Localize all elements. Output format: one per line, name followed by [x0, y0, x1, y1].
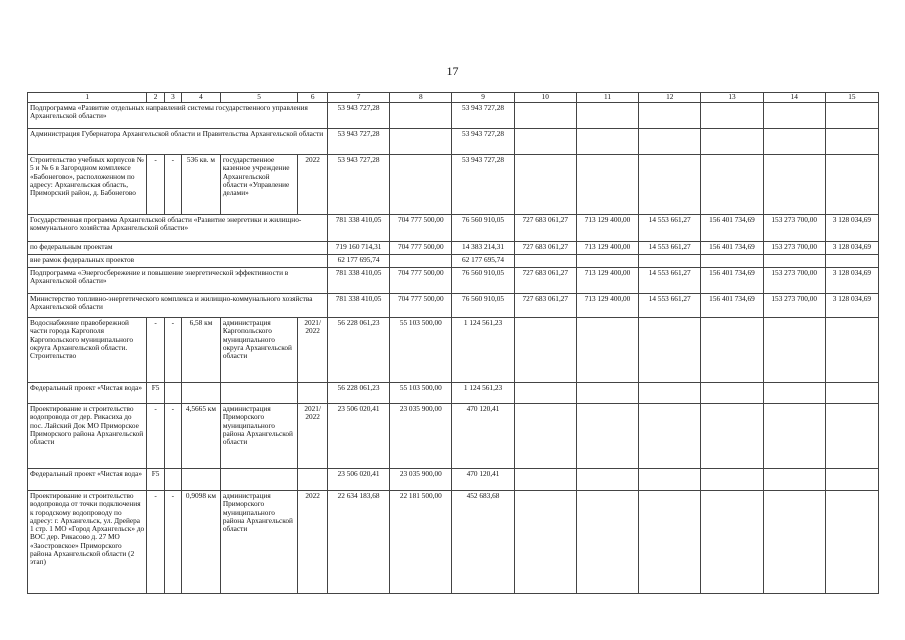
- column-number-3: 3: [164, 93, 181, 103]
- column-number-1: 1: [28, 93, 147, 103]
- amount-cell: 727 683 061,27: [514, 294, 576, 318]
- row-title: Подпрограмма «Развитие отдельных направлений системы государственного управления Архангельской области»: [28, 103, 328, 129]
- empty-cell: [164, 469, 181, 491]
- empty-cell: [220, 469, 298, 491]
- amount-cell: 153 273 700,00: [763, 294, 825, 318]
- table-row: [28, 242, 879, 255]
- amount-cell: 14 553 661,27: [639, 242, 701, 255]
- amount-cell: 156 401 734,69: [701, 294, 763, 318]
- amount-cell: 470 120,41: [452, 469, 514, 491]
- amount-cell: 53 943 727,28: [327, 155, 389, 215]
- amount-cell: 14 383 214,31: [452, 242, 514, 255]
- budget-table: [27, 92, 879, 594]
- amount-cell: 53 943 727,28: [327, 129, 389, 155]
- amount-cell: [763, 318, 825, 383]
- column-number-12: 12: [639, 93, 701, 103]
- amount-cell: 727 683 061,27: [514, 268, 576, 294]
- federal-project-code: F5: [147, 469, 164, 491]
- amount-cell: [639, 404, 701, 469]
- amount-cell: [576, 469, 638, 491]
- col-3-value: -: [164, 404, 181, 469]
- empty-cell: [182, 469, 221, 491]
- federal-project-name: Федеральный проект «Чистая вода»: [28, 383, 147, 404]
- amount-cell: 704 777 500,00: [390, 215, 452, 242]
- amount-cell: 3 128 034,69: [825, 215, 878, 242]
- amount-cell: 153 273 700,00: [763, 242, 825, 255]
- amount-cell: [639, 383, 701, 404]
- table-row: [28, 469, 879, 491]
- page-number: 17: [446, 64, 459, 78]
- table-row: [28, 103, 879, 129]
- amount-cell: [763, 383, 825, 404]
- amount-cell: 23 506 020,41: [327, 469, 389, 491]
- customer-name: администрация Приморского муниципального района Архангельской области: [220, 491, 298, 594]
- customer-name: администрация Каргопольского муниципального округа Архангельской области: [220, 318, 298, 383]
- amount-cell: 53 943 727,28: [452, 103, 514, 129]
- amount-cell: 727 683 061,27: [514, 242, 576, 255]
- table-row: [28, 318, 879, 383]
- year-value: 2022: [298, 155, 328, 215]
- amount-cell: [639, 155, 701, 215]
- amount-cell: [763, 255, 825, 268]
- federal-project-name: Федеральный проект «Чистая вода»: [28, 469, 147, 491]
- amount-cell: [639, 129, 701, 155]
- amount-cell: [576, 129, 638, 155]
- amount-cell: [576, 255, 638, 268]
- amount-cell: [576, 103, 638, 129]
- table-row: [28, 294, 879, 318]
- amount-cell: [763, 103, 825, 129]
- column-number-15: 15: [825, 93, 878, 103]
- capacity-value: 0,9098 км: [182, 491, 221, 594]
- amount-cell: 452 683,68: [452, 491, 514, 594]
- amount-cell: 704 777 500,00: [390, 268, 452, 294]
- amount-cell: [514, 404, 576, 469]
- empty-cell: [164, 383, 181, 404]
- amount-cell: [576, 318, 638, 383]
- table-body: [28, 93, 879, 594]
- amount-cell: 76 560 910,05: [452, 215, 514, 242]
- amount-cell: [701, 155, 763, 215]
- amount-cell: [701, 255, 763, 268]
- year-value: 2021/ 2022: [298, 318, 328, 383]
- amount-cell: 713 129 400,00: [576, 215, 638, 242]
- customer-name: государственное казенное учреждение Архангельской области «Управление делами»: [220, 155, 298, 215]
- column-number-10: 10: [514, 93, 576, 103]
- amount-cell: 56 228 061,23: [327, 383, 389, 404]
- amount-cell: [514, 255, 576, 268]
- amount-cell: 3 128 034,69: [825, 268, 878, 294]
- amount-cell: [763, 404, 825, 469]
- amount-cell: [701, 129, 763, 155]
- amount-cell: 23 035 900,00: [390, 404, 452, 469]
- amount-cell: [639, 469, 701, 491]
- amount-cell: 53 943 727,28: [452, 129, 514, 155]
- amount-cell: [763, 129, 825, 155]
- table-row: [28, 383, 879, 404]
- object-name: Водоснабжение правобережной части города Каргополя Каргопольского муниципального округа Архангельской области. Строительство: [28, 318, 147, 383]
- table-row: [28, 404, 879, 469]
- column-number-6: 6: [298, 93, 328, 103]
- amount-cell: [825, 255, 878, 268]
- table-row: [28, 268, 879, 294]
- empty-cell: [220, 383, 298, 404]
- row-title: по федеральным проектам: [28, 242, 328, 255]
- amount-cell: [639, 255, 701, 268]
- amount-cell: 22 634 183,68: [327, 491, 389, 594]
- amount-cell: [825, 155, 878, 215]
- amount-cell: [763, 491, 825, 594]
- amount-cell: 3 128 034,69: [825, 242, 878, 255]
- amount-cell: 1 124 561,23: [452, 318, 514, 383]
- amount-cell: 53 943 727,28: [452, 155, 514, 215]
- object-name: Строительство учебных корпусов № 5 и № 6 в Загородном комплексе «Бабонегово», расположенном по адресу: Архангельская область, Приморский район, д. Бабонегово: [28, 155, 147, 215]
- amount-cell: [639, 103, 701, 129]
- amount-cell: [825, 491, 878, 594]
- amount-cell: 704 777 500,00: [390, 294, 452, 318]
- amount-cell: 55 103 500,00: [390, 383, 452, 404]
- amount-cell: [576, 155, 638, 215]
- amount-cell: [701, 318, 763, 383]
- amount-cell: [390, 155, 452, 215]
- col-2-value: -: [147, 318, 164, 383]
- column-number-13: 13: [701, 93, 763, 103]
- capacity-value: 4,5665 км: [182, 404, 221, 469]
- column-number-5: 5: [220, 93, 298, 103]
- amount-cell: [514, 318, 576, 383]
- empty-cell: [298, 383, 328, 404]
- amount-cell: [390, 103, 452, 129]
- row-title: вне рамок федеральных проектов: [28, 255, 328, 268]
- amount-cell: [514, 155, 576, 215]
- amount-cell: [825, 129, 878, 155]
- amount-cell: 156 401 734,69: [701, 215, 763, 242]
- amount-cell: [763, 469, 825, 491]
- amount-cell: 153 273 700,00: [763, 215, 825, 242]
- row-title: Администрация Губернатора Архангельской области и Правительства Архангельской области: [28, 129, 328, 155]
- column-number-4: 4: [182, 93, 221, 103]
- amount-cell: 56 228 061,23: [327, 318, 389, 383]
- amount-cell: [825, 383, 878, 404]
- amount-cell: [763, 155, 825, 215]
- table-row: [28, 129, 879, 155]
- amount-cell: 156 401 734,69: [701, 268, 763, 294]
- col-3-value: -: [164, 318, 181, 383]
- year-value: 2021/ 2022: [298, 404, 328, 469]
- amount-cell: [701, 491, 763, 594]
- amount-cell: 14 553 661,27: [639, 268, 701, 294]
- amount-cell: [576, 404, 638, 469]
- amount-cell: 153 273 700,00: [763, 268, 825, 294]
- amount-cell: 22 181 500,00: [390, 491, 452, 594]
- table-row: [28, 255, 879, 268]
- amount-cell: [390, 129, 452, 155]
- amount-cell: 727 683 061,27: [514, 215, 576, 242]
- capacity-value: 6,58 км: [182, 318, 221, 383]
- amount-cell: 76 560 910,05: [452, 294, 514, 318]
- amount-cell: 14 553 661,27: [639, 294, 701, 318]
- amount-cell: [825, 103, 878, 129]
- object-name: Проектирование и строительство водопровода от точки подключения к городскому водопроводу по адресу: г. Архангельск, ул. Дрейера 1 стр. 1 МО «Город Архангельск» до ВОС дер. Рикасово д. 27 МО «Заостровское» Приморского района Архангельской области (2 этап): [28, 491, 147, 594]
- customer-name: администрация Приморского муниципального района Архангельской области: [220, 404, 298, 469]
- amount-cell: 76 560 910,05: [452, 268, 514, 294]
- row-title: Государственная программа Архангельской области «Развитие энергетики и жилищно-коммунального хозяйства Архангельской области»: [28, 215, 328, 242]
- amount-cell: 719 160 714,31: [327, 242, 389, 255]
- amount-cell: [576, 383, 638, 404]
- amount-cell: [390, 255, 452, 268]
- amount-cell: 470 120,41: [452, 404, 514, 469]
- amount-cell: [825, 469, 878, 491]
- empty-cell: [298, 469, 328, 491]
- object-name: Проектирование и строительство водопровода от дер. Рикасиха до пос. Лайский Док МО Приморское Приморского района Архангельской области: [28, 404, 147, 469]
- amount-cell: 781 338 410,05: [327, 294, 389, 318]
- column-number-14: 14: [763, 93, 825, 103]
- column-number-header-row: [28, 93, 879, 103]
- capacity-value: 536 кв. м: [182, 155, 221, 215]
- amount-cell: [701, 383, 763, 404]
- amount-cell: 713 129 400,00: [576, 242, 638, 255]
- amount-cell: [514, 103, 576, 129]
- column-number-7: 7: [327, 93, 389, 103]
- amount-cell: 156 401 734,69: [701, 242, 763, 255]
- row-title: Подпрограмма «Энергосбережение и повышение энергетической эффективности в Архангельской области»: [28, 268, 328, 294]
- amount-cell: 14 553 661,27: [639, 215, 701, 242]
- amount-cell: [639, 491, 701, 594]
- amount-cell: 62 177 695,74: [327, 255, 389, 268]
- amount-cell: 713 129 400,00: [576, 294, 638, 318]
- table-row: [28, 155, 879, 215]
- amount-cell: [514, 491, 576, 594]
- amount-cell: 704 777 500,00: [390, 242, 452, 255]
- amount-cell: [701, 469, 763, 491]
- amount-cell: [701, 404, 763, 469]
- column-number-11: 11: [576, 93, 638, 103]
- col-3-value: -: [164, 491, 181, 594]
- amount-cell: 3 128 034,69: [825, 294, 878, 318]
- amount-cell: 53 943 727,28: [327, 103, 389, 129]
- col-3-value: -: [164, 155, 181, 215]
- col-2-value: -: [147, 155, 164, 215]
- col-2-value: -: [147, 404, 164, 469]
- amount-cell: 713 129 400,00: [576, 268, 638, 294]
- column-number-8: 8: [390, 93, 452, 103]
- amount-cell: [701, 103, 763, 129]
- amount-cell: [514, 469, 576, 491]
- table-row: [28, 215, 879, 242]
- amount-cell: [639, 318, 701, 383]
- table-row: [28, 491, 879, 594]
- amount-cell: [825, 404, 878, 469]
- row-title: Министерство топливно-энергетического комплекса и жилищно-коммунального хозяйства Архангельской области: [28, 294, 328, 318]
- amount-cell: 55 103 500,00: [390, 318, 452, 383]
- amount-cell: 62 177 695,74: [452, 255, 514, 268]
- year-value: 2022: [298, 491, 328, 594]
- amount-cell: [576, 491, 638, 594]
- amount-cell: [514, 383, 576, 404]
- federal-project-code: F5: [147, 383, 164, 404]
- column-number-2: 2: [147, 93, 164, 103]
- col-2-value: -: [147, 491, 164, 594]
- amount-cell: 781 338 410,05: [327, 268, 389, 294]
- amount-cell: 23 035 900,00: [390, 469, 452, 491]
- column-number-9: 9: [452, 93, 514, 103]
- amount-cell: 1 124 561,23: [452, 383, 514, 404]
- empty-cell: [182, 383, 221, 404]
- amount-cell: 781 338 410,05: [327, 215, 389, 242]
- amount-cell: [514, 129, 576, 155]
- amount-cell: 23 506 020,41: [327, 404, 389, 469]
- amount-cell: [825, 318, 878, 383]
